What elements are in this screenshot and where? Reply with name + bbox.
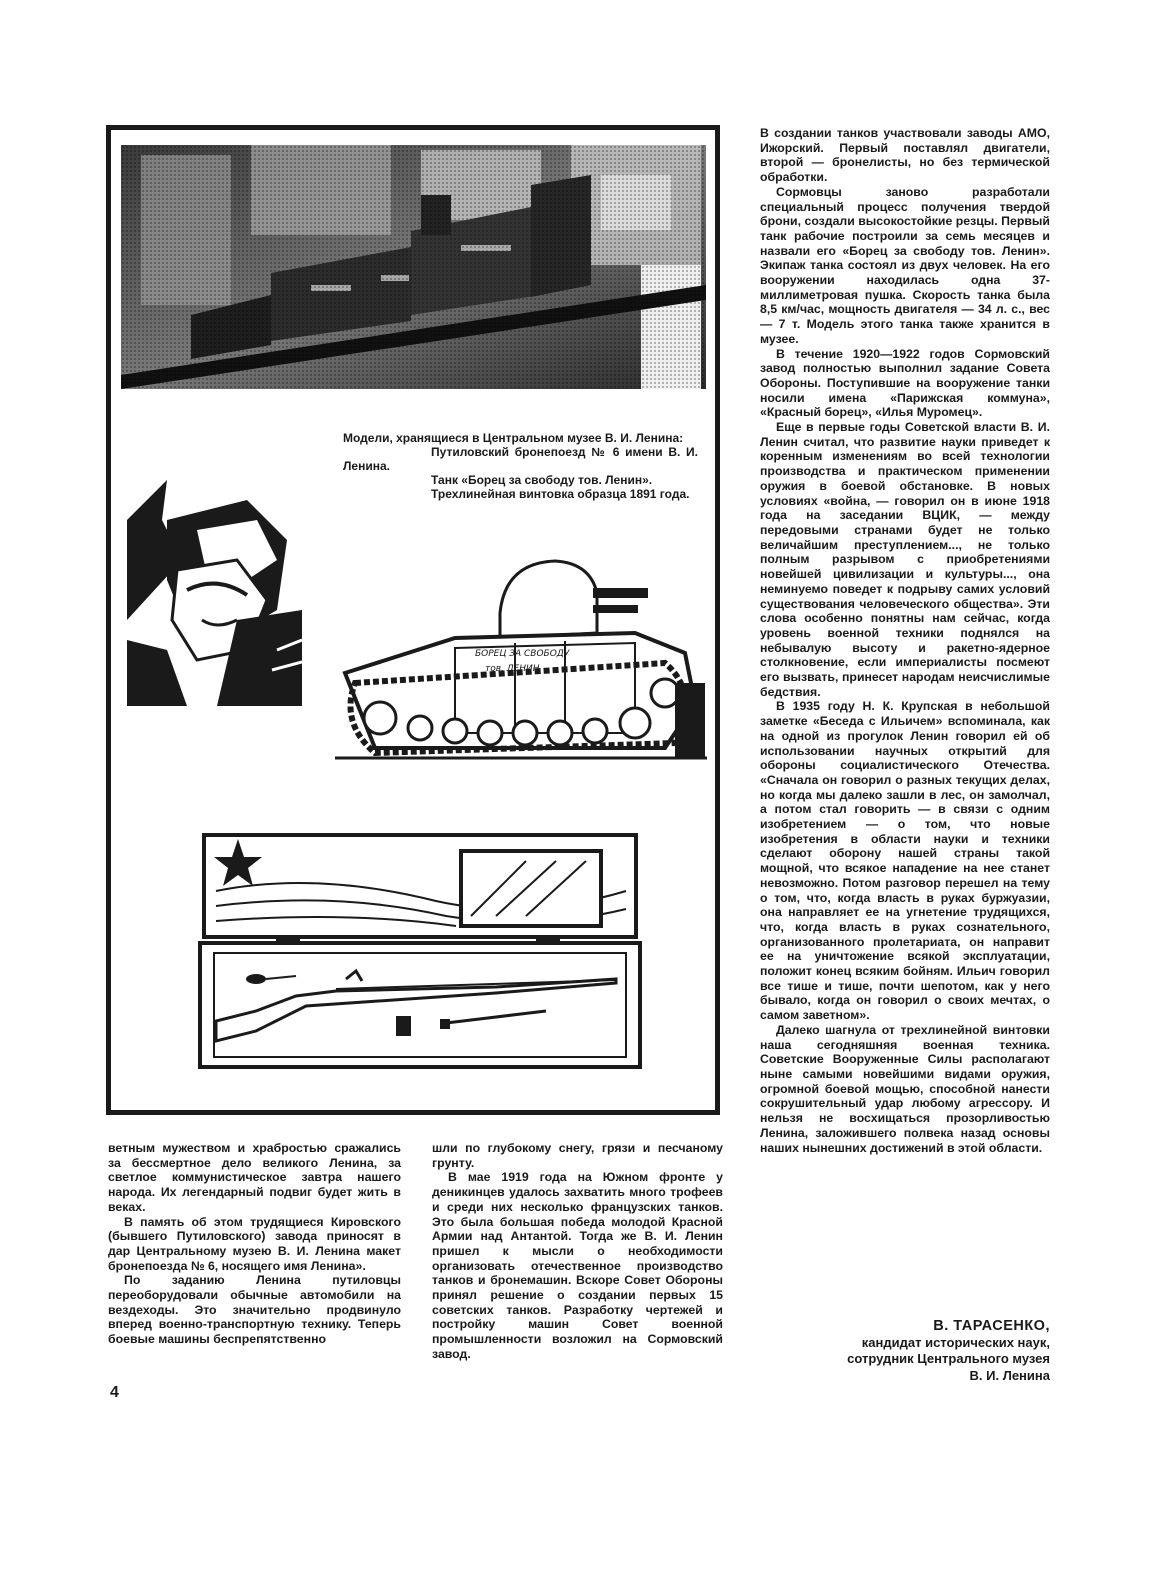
- author-title-line: кандидат исторических наук,: [861, 1334, 1050, 1350]
- author-title-line: сотрудник Центрального музея: [847, 1351, 1050, 1366]
- paragraph: В течение 1920—1922 годов Сормовский завод полностью выполнил задание Совета Обороны. Поступившие на вооружение танки носили имена «Парижская коммуна», «Красный борец», «Илья Муромец».: [760, 346, 1050, 420]
- caption-item-train: Путиловский бронепоезд № 6 имени В. И. Ленина.: [343, 445, 698, 473]
- tank-drawing: [335, 553, 707, 765]
- article-column-left: [108, 1141, 401, 1347]
- caption-intro: Модели, хранящиеся в Центральном музее В. И. Ленина:: [343, 431, 684, 445]
- armored-train-photo: [121, 145, 706, 389]
- tank-inscription-top: БОРЕЦ ЗА СВОБОДУ: [475, 649, 570, 659]
- caption-item-rifle: Трехлинейная винтовка образца 1891 года.: [431, 487, 690, 501]
- paragraph: По заданию Ленина путиловцы переоборудовали обычные автомобили на вездеходы. Это значительно продвинуло вперед военно-транспортную технику. Теперь боевые машины беспрепятственно: [108, 1273, 401, 1347]
- author-title-line: В. И. Ленина: [969, 1367, 1050, 1383]
- tank-inscription-bottom: тов. ЛЕНИН: [485, 664, 540, 674]
- author-signature: [760, 1318, 1050, 1384]
- soldier-poster-illustration: [127, 480, 302, 706]
- caption-item-tank: Танк «Борец за свободу тов. Ленин».: [431, 473, 653, 487]
- figure-caption: [343, 431, 698, 501]
- paragraph: В создании танков участвовали заводы АМО, Ижорский. Первый поставлял двигатели, второй — бронелисты, но без термической обработки.: [760, 126, 1050, 185]
- paragraph: шли по глубокому снегу, грязи и песчаному грунту.: [432, 1141, 723, 1170]
- paragraph: ветным мужеством и храбростью сражались за бессмертное дело великого Ленина, за светлое коммунистическое завтра нашего народа. Их легендарный подвиг будет жить в веках.: [108, 1141, 401, 1214]
- paragraph: Далеко шагнула от трехлинейной винтовки наша сегодняшняя военная техника. Советские Вооруженные Силы располагают ныне самыми новейшими видами оружия, огромной боевой мощью, способной нанести сокрушительный удар любому агрессору. И нельзя не восхищаться прозорливостью Ленина, заложившего полвека назад основы наших нынешних достижений в этой области.: [760, 1022, 1050, 1155]
- paragraph: В память об этом трудящиеся Кировского (бывшего Путиловского) завода приносят в дар Центральному музею В. И. Ленина макет бронепоезда № 6, носящего имя Ленина».: [108, 1214, 401, 1273]
- author-name: В. ТАРАСЕНКО,: [933, 1318, 1050, 1334]
- page-number: 4: [110, 1384, 119, 1401]
- paragraph: Сормовцы заново разработали специальный процесс получения твердой брони, создали высокостойкие резцы. Первый танк рабочие построили за семь месяцев и назвали его «Борец за свободу тов. Ленин». Экипаж танка состоял из двух человек. На его вооружении находилась одна 37-миллиметровая пушка. Скорость танка была 8,5 км/час, мощность двигателя — 34 л. с., вес — 7 т. Модель этого танка также хранится в музее.: [760, 184, 1050, 346]
- rifle-case-drawing: [196, 831, 646, 1071]
- paragraph: Еще в первые годы Советской власти В. И. Ленин считал, что развитие науки приведет к коренным изменениям во всей технологии производства и практическом применении оружия в боевой обстановке. В новых условиях «война, — говорил он в июне 1918 года на заседании ВЦИК, — между передовыми странами будет не только величайшим преступлением..., не только полным разрывом с приобретениями новейшей цивилизации и культуры..., она неминуемо поведет к подрыву самих условий существования человеческого общества». Эти слова особенно понятны нам сейчас, когда уровень военной техники поднялся на небывалую высоту и ракетно-ядерное столкновение, если империалисты посмеют его вызвать, принесет народам неисчислимые бедствия.: [760, 420, 1050, 699]
- paragraph: В 1935 году Н. К. Крупская в небольшой заметке «Беседа с Ильичем» вспоминала, как на одной из прогулок Ленин говорил ей об использовании научных открытий для обороны социалистического Отечества. «Сначала он говорил о разных текущих делах, но когда мы далеко зашли в лес, он замолчал, а потом стал говорить — в связи с одним изобретением — о том, что новые изобретения в области науки и техники сделают оборону нашей страны такой мощной, что всякое нападение на нее станет невозможно. Потом разговор перешел на тему о том, что, когда власть в руках буржуазии, она направляет ее на угнетение трудящихся, что, когда власть в руках сознательного, организованного пролетариата, он направит ее на уничтожение всякой эксплуатации, положит конец всяким бойням. Ильич говорил все тише и тише, почти шепотом, как у него бывало, когда он говорил о своих мечтах, о самом заветном».: [760, 699, 1050, 1023]
- paragraph: В мае 1919 года на Южном фронте у деникинцев удалось захватить много трофеев и среди них несколько французских танков. Это была большая победа молодой Красной Армии над Антантой. Тогда же В. И. Ленин пришел к мысли о необходимости организовать отечественное производство танков и бронемашин. Вскоре Совет Обороны принял решение о создании первых 15 советских танков. Разработку чертежей и постройку машин Совет военной промышленности возложил на Сормовский завод.: [432, 1170, 723, 1361]
- article-column-right: [760, 126, 1050, 1155]
- article-column-middle: [432, 1141, 723, 1362]
- armored-train-image: [121, 145, 706, 389]
